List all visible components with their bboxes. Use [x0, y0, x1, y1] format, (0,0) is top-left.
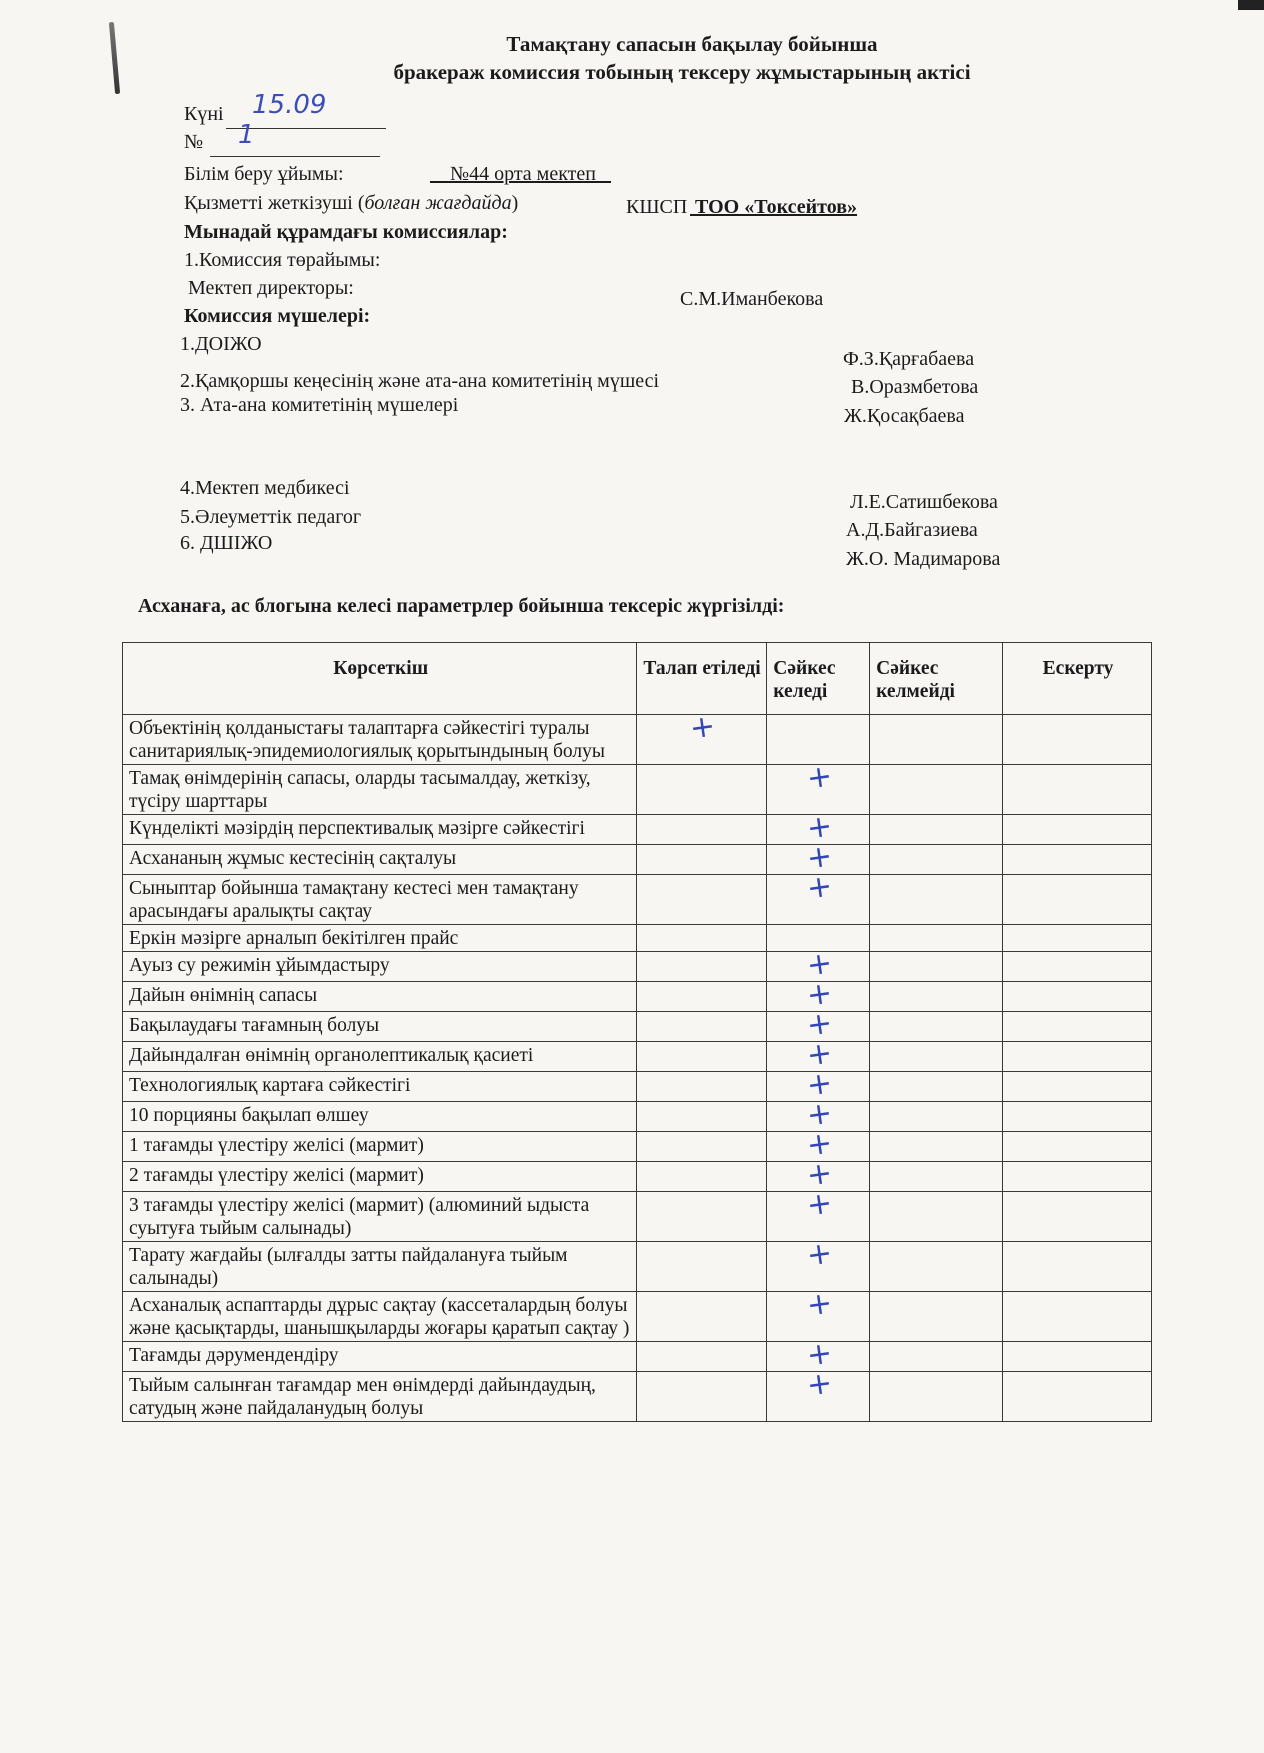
row-cell-4	[1003, 1132, 1152, 1162]
check-plus-mark: +	[804, 758, 835, 797]
row-cell-1	[637, 1242, 767, 1292]
row-cell-1	[637, 982, 767, 1012]
director-label: Мектеп директоры:	[188, 277, 354, 299]
row-indicator-text: 1 тағамды үлестіру желісі (мармит)	[123, 1132, 637, 1162]
row-cell-1	[637, 1012, 767, 1042]
supplier-value	[690, 196, 857, 219]
member-name-5: А.Д.Байгазиева	[846, 519, 978, 541]
check-plus-mark: +	[804, 1005, 835, 1044]
row-cell-3	[870, 925, 1003, 952]
row-indicator-text: Еркін мәзірге арналып бекітілген прайс	[123, 925, 637, 952]
row-indicator-text: Дайын өнімнің сапасы	[123, 982, 637, 1012]
table-row	[123, 925, 1152, 952]
member-role-4: 4.Мектеп медбикесі	[180, 477, 350, 499]
row-cell-3	[870, 1072, 1003, 1102]
table-row	[123, 982, 1152, 1012]
row-cell-4	[1003, 875, 1152, 925]
check-plus-mark: +	[804, 1365, 835, 1404]
row-cell-4	[1003, 1372, 1152, 1422]
commission-heading: Мынадай құрамдағы комиссиялар:	[184, 221, 508, 243]
row-cell-3	[870, 845, 1003, 875]
row-indicator-text: Тыйым салынған тағамдар мен өнімдерді дайындаудың, сатудың және пайдаланудың болуы	[123, 1372, 637, 1422]
row-indicator-text: Ауыз су режимін ұйымдастыру	[123, 952, 637, 982]
row-indicator-text: Тағамды дәрумендендіру	[123, 1342, 637, 1372]
row-cell-3	[870, 1012, 1003, 1042]
number-value: 1	[238, 120, 255, 150]
row-cell-2	[767, 1365, 870, 1422]
row-cell-2	[767, 1235, 870, 1292]
row-cell-2	[767, 715, 870, 765]
row-cell-4	[1003, 1102, 1152, 1132]
row-cell-3	[870, 1162, 1003, 1192]
member-name-3: Ж.Қосақбаева	[844, 405, 965, 427]
row-cell-3	[870, 1242, 1003, 1292]
row-indicator-text: Күнделікті мәзірдің перспективалық мәзірге сәйкестігі	[123, 815, 637, 845]
member-role-6: 6. ДШІЖО	[180, 532, 273, 554]
row-cell-1	[637, 1042, 767, 1072]
row-cell-4	[1003, 952, 1152, 982]
table-row	[123, 1042, 1152, 1072]
header-noncompliant: Сәйкес келмейді	[870, 643, 1003, 715]
supplier-label-start: Қызметті жеткізуші (	[184, 192, 365, 214]
date-label: Күні	[184, 103, 224, 125]
table-row	[123, 1102, 1152, 1132]
row-cell-4	[1003, 1192, 1152, 1242]
row-cell-4	[1003, 1292, 1152, 1342]
number-underline	[210, 156, 380, 157]
org-label: Білім беру ұйымы:	[184, 163, 344, 185]
check-plus-mark: +	[804, 1065, 835, 1104]
row-cell-1	[637, 1072, 767, 1102]
row-cell-4	[1003, 1162, 1152, 1192]
check-plus-mark: +	[804, 1155, 835, 1194]
row-cell-1	[637, 1102, 767, 1132]
title-line-1: Тамақтану сапасын бақылау бойынша	[506, 32, 878, 56]
supplier-label-italic: болған жағдайда	[364, 192, 512, 214]
row-cell-4	[1003, 715, 1152, 765]
row-cell-4	[1003, 1242, 1152, 1292]
check-plus-mark: +	[687, 708, 718, 747]
member-role-3: 3. Ата-ана комитетінің мүшелері	[180, 394, 459, 416]
section-heading: Асханаға, ас блогына келесі параметрлер бойынша тексеріс жүргізілді:	[138, 595, 785, 617]
check-plus-mark: +	[804, 1185, 835, 1224]
table-row	[123, 875, 1152, 925]
header-required: Талап етіледі	[637, 643, 767, 715]
check-plus-mark: +	[804, 1235, 835, 1274]
check-plus-mark: +	[804, 1335, 835, 1374]
row-cell-3	[870, 1372, 1003, 1422]
row-cell-3	[870, 1102, 1003, 1132]
check-plus-mark: +	[804, 1095, 835, 1134]
member-name-2: В.Оразмбетова	[851, 376, 979, 398]
check-plus-mark: +	[804, 1035, 835, 1074]
member-name-1: Ф.З.Қарғабаева	[843, 348, 975, 370]
row-cell-2	[767, 758, 870, 815]
row-cell-1	[637, 1132, 767, 1162]
org-value-text: №44 орта мектеп	[450, 163, 596, 185]
header-indicator: Көрсеткіш	[123, 643, 637, 715]
scan-corner-mark	[1238, 0, 1264, 10]
row-indicator-text: Асханалық аспаптарды дұрыс сақтау (кассеталардың болуы және қасықтарды, шанышқыларды жоғары қаратып сақтау )	[123, 1292, 637, 1342]
row-cell-3	[870, 875, 1003, 925]
header-note: Ескерту	[1003, 643, 1152, 715]
row-cell-2	[767, 1185, 870, 1242]
number-label: №	[184, 131, 204, 153]
check-plus-mark: +	[804, 808, 835, 847]
header-compliant: Сәйкес келеді	[767, 643, 870, 715]
row-cell-2	[767, 1285, 870, 1342]
members-heading: Комиссия мүшелері:	[184, 305, 371, 327]
row-indicator-text: 3 тағамды үлестіру желісі (мармит) (алюминий ыдыста суытуға тыйым салынады)	[123, 1192, 637, 1242]
table-row	[123, 1242, 1152, 1292]
row-cell-1	[637, 708, 767, 765]
table-row	[123, 1192, 1152, 1242]
member-name-6: Ж.О. Мадимарова	[846, 548, 1001, 570]
row-cell-1	[637, 765, 767, 815]
supplier-label-end: )	[511, 192, 519, 214]
member-role-5: 5.Әлеуметтік педагог	[180, 506, 362, 528]
table-row	[123, 845, 1152, 875]
row-cell-3	[870, 1342, 1003, 1372]
row-indicator-text: Объектінің қолданыстағы талаптарға сәйкестігі туралы санитариялық-эпидемиологиялық қорытындының болуы	[123, 715, 637, 765]
row-cell-1	[637, 1372, 767, 1422]
inspection-table	[122, 642, 1152, 1422]
row-indicator-text: Асхананың жұмыс кестесінің сақталуы	[123, 845, 637, 875]
table-row	[123, 1162, 1152, 1192]
row-indicator-text: Сыныптар бойынша тамақтану кестесі мен тамақтану арасындағы аралықты сақтау	[123, 875, 637, 925]
table-row	[123, 952, 1152, 982]
director-name: С.М.Иманбекова	[680, 288, 824, 310]
org-value	[430, 163, 611, 186]
date-value: 15.09	[252, 90, 327, 120]
row-cell-1	[637, 925, 767, 952]
row-cell-4	[1003, 1012, 1152, 1042]
table-row	[123, 1342, 1152, 1372]
table-row	[123, 715, 1152, 765]
table-row	[123, 1372, 1152, 1422]
row-indicator-text: Бақылаудағы тағамның болуы	[123, 1012, 637, 1042]
table-row	[123, 1292, 1152, 1342]
row-indicator-text: Тарату жағдайы (ылғалды затты пайдалануға тыйым салынады)	[123, 1242, 637, 1292]
row-cell-3	[870, 815, 1003, 845]
check-plus-mark: +	[804, 1285, 835, 1324]
member-role-1: 1.ДОІЖО	[180, 333, 262, 355]
member-name-4: Л.Е.Сатишбекова	[850, 491, 998, 513]
table-row	[123, 1072, 1152, 1102]
check-plus-mark: +	[804, 945, 835, 984]
row-cell-1	[637, 845, 767, 875]
table-body	[123, 708, 1152, 1422]
check-plus-mark: +	[804, 975, 835, 1014]
check-plus-mark: +	[804, 1125, 835, 1164]
row-cell-4	[1003, 982, 1152, 1012]
row-cell-4	[1003, 925, 1152, 952]
row-indicator-text: Технологиялық картаға сәйкестігі	[123, 1072, 637, 1102]
row-cell-4	[1003, 1042, 1152, 1072]
row-cell-4	[1003, 815, 1152, 845]
check-plus-mark: +	[804, 868, 835, 907]
row-cell-1	[637, 1342, 767, 1372]
table-row	[123, 1132, 1152, 1162]
row-cell-2	[767, 868, 870, 925]
row-cell-1	[637, 1192, 767, 1242]
row-cell-1	[637, 1162, 767, 1192]
row-cell-1	[637, 815, 767, 845]
supplier-label	[184, 192, 518, 215]
table-row	[123, 1012, 1152, 1042]
row-indicator-text: Дайындалған өнімнің органолептикалық қасиеті	[123, 1042, 637, 1072]
supplier-prefix: КШСП	[626, 196, 688, 218]
supplier-value-text: ТОО «Токсейтов»	[695, 196, 858, 218]
row-cell-1	[637, 1292, 767, 1342]
table-row	[123, 815, 1152, 845]
row-cell-1	[637, 875, 767, 925]
row-indicator-text: Тамақ өнімдерінің сапасы, оларды тасымалдау, жеткізу, түсіру шарттары	[123, 765, 637, 815]
row-cell-3	[870, 952, 1003, 982]
title-line-2: бракераж комиссия тобының тексеру жұмыстарының актісі	[393, 60, 971, 84]
row-cell-3	[870, 982, 1003, 1012]
table-header-row	[123, 643, 1152, 715]
member-role-2: 2.Қамқоршы кеңесінің және ата-ана комитетінің мүшесі	[180, 370, 660, 392]
row-cell-4	[1003, 1342, 1152, 1372]
check-plus-mark: +	[804, 838, 835, 877]
table-row	[123, 765, 1152, 815]
row-indicator-text: 10 порцияны бақылап өлшеу	[123, 1102, 637, 1132]
row-cell-4	[1003, 765, 1152, 815]
row-cell-3	[870, 1042, 1003, 1072]
row-cell-3	[870, 765, 1003, 815]
row-indicator-text: 2 тағамды үлестіру желісі (мармит)	[123, 1162, 637, 1192]
row-cell-3	[870, 1292, 1003, 1342]
row-cell-4	[1003, 845, 1152, 875]
row-cell-3	[870, 1192, 1003, 1242]
row-cell-4	[1003, 1072, 1152, 1102]
row-cell-3	[870, 715, 1003, 765]
row-cell-3	[870, 1132, 1003, 1162]
row-cell-1	[637, 952, 767, 982]
chair-label: 1.Комиссия төрайымы:	[184, 249, 381, 271]
